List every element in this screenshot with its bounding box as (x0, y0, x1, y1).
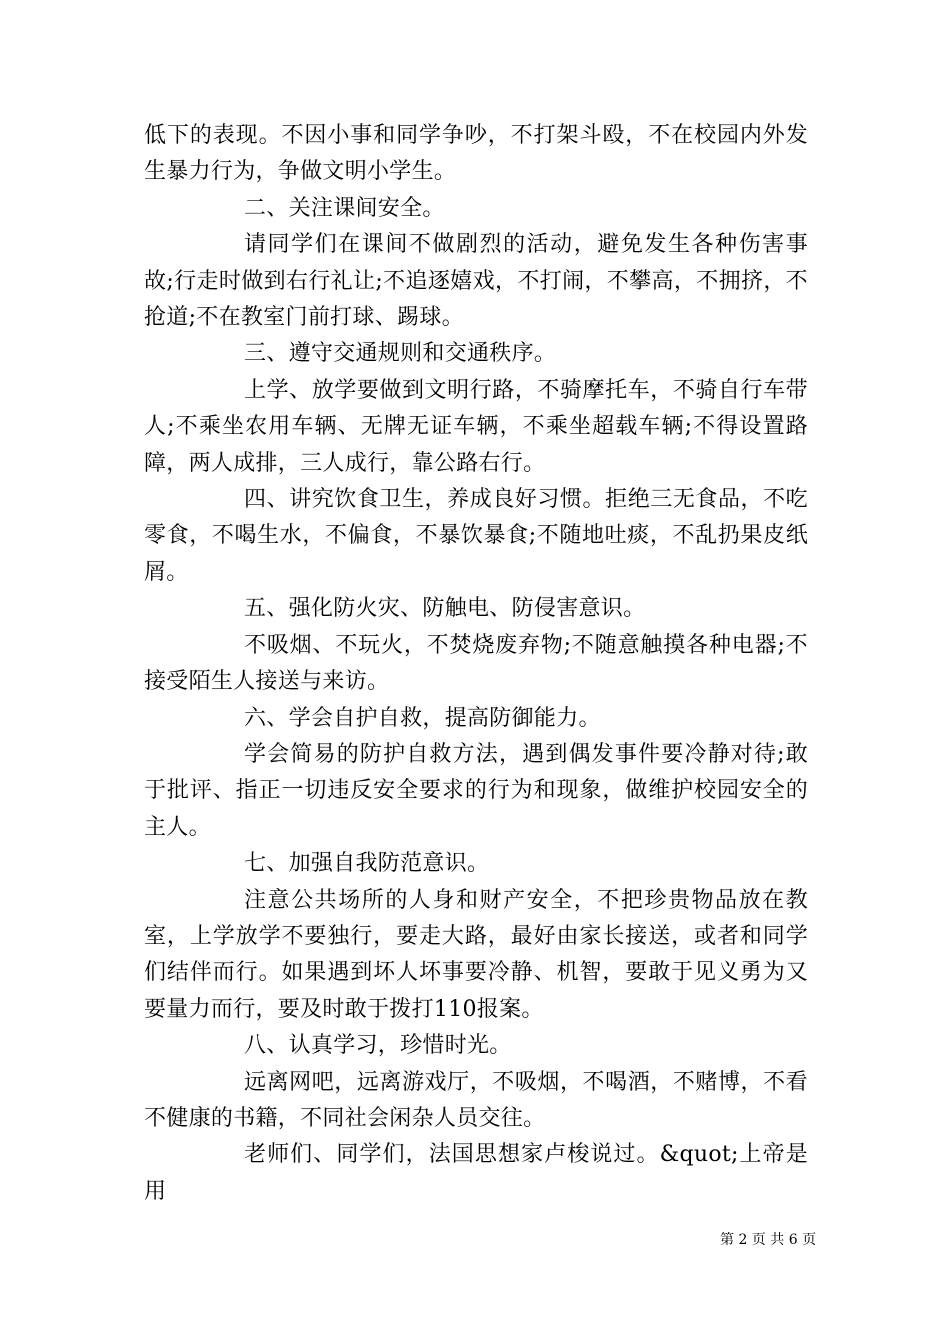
paragraph: 远离网吧，远离游戏厅，不吸烟，不喝酒，不赌博，不看不健康的书籍，不同社会闲杂人员交往。 (144, 1069, 808, 1131)
heading-item-5: 五、强化防火灾、防触电、防侵害意识。 (244, 596, 646, 622)
page-number-footer: 第 2 页 共 6 页 (720, 1232, 817, 1248)
heading-item-6: 六、学会自护自救，提高防御能力。 (244, 705, 601, 731)
paragraph: 上学、放学要做到文明行路，不骑摩托车，不骑自行车带人;不乘坐农用车辆、无牌无证车辆，不乘坐超载车辆;不得设置路障，两人成排，三人成行，靠公路右行。 (144, 377, 808, 476)
paragraph: 不吸烟、不玩火，不焚烧废弃物;不随意触摸各种电器;不接受陌生人接送与来访。 (144, 632, 808, 695)
paragraph: 注意公共场所的人身和财产安全，不把珍贵物品放在教室，上学放学不要独行，要走大路，最好由家长接送，或者和同学们结伴而行。如果遇到坏人坏事要冷静、机智，要敢于见义勇为又要量力而行，要及时敢于拨打110报案。 (144, 887, 808, 1022)
document-body (144, 118, 808, 1210)
heading-item-2: 二、关注课间安全。 (244, 195, 445, 221)
paragraph: 学会简易的防护自救方法，遇到偶发事件要冷静对待;敢于批评、指正一切违反安全要求的行为和现象，做维护校园安全的主人。 (144, 741, 808, 840)
paragraph-truncated: 老师们、同学们，法国思想家卢梭说过。&quot;上帝是用 (144, 1142, 808, 1204)
paragraph: 请同学们在课间不做剧烈的活动，避免发生各种伤害事故;行走时做到右行礼让;不追逐嬉戏，不打闹，不攀高，不拥挤，不抢道;不在教室门前打球、踢球。 (144, 232, 808, 331)
paragraph: 四、讲究饮食卫生，养成良好习惯。拒绝三无食品，不吃零食，不喝生水，不偏食，不暴饮暴食;不随地吐痰，不乱扔果皮纸屑。 (144, 487, 808, 585)
heading-item-3: 三、遵守交通规则和交通秩序。 (244, 341, 557, 367)
heading-item-8: 八、认真学习，珍惜时光。 (244, 1033, 512, 1059)
heading-item-7: 七、加强自我防范意识。 (244, 851, 490, 877)
paragraph-continuation: 低下的表现。不因小事和同学争吵，不打架斗殴，不在校园内外发生暴力行为，争做文明小学生。 (144, 123, 808, 185)
